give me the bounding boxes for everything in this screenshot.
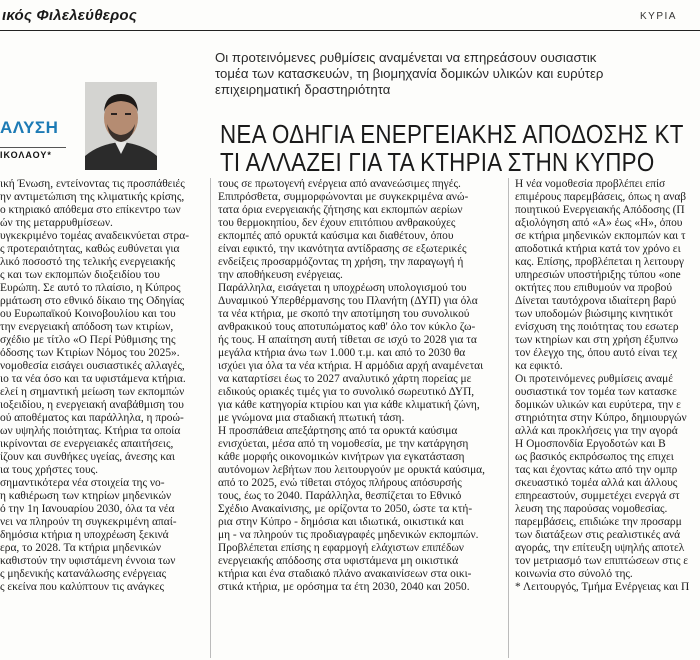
article-text-line: ικρίνονται σε ενεργειακές απαιτήσεις, <box>0 438 174 450</box>
article-text-line: επηρεαστούν, συμμετέχει ενεργά στ <box>515 490 680 502</box>
article-text-line: ουσιαστικά τον τομέα των κατασκε <box>515 386 677 398</box>
article-text-line: ς προτεραιότητας, καθώς ευθύνεται για <box>0 243 180 255</box>
article-text-line: ανθρακικού τους αποτυπώματος καθ' όλο τον κύκλο ζω- <box>218 321 476 333</box>
article-text-line: δομικών υλικών και ευρύτερα, την ε <box>515 399 681 411</box>
article-text-line: υπηρεσιών υποστήριξης τύπου «one <box>515 269 681 281</box>
article-text-line: ενεργειακής απόδοσης στα υφιστάμενα μη οικιστικά <box>218 555 459 567</box>
article-text-line: κα εφικτό. <box>515 360 563 372</box>
article-headline <box>220 119 684 177</box>
article-text-line: Οι προτεινόμενες ρυθμίσεις αναμέ <box>515 373 673 385</box>
article-text-line: νει να πληρούν τη συγκεκριμένη απαί- <box>0 516 177 528</box>
article-text-line: την αποθήκευση ενέργειας. <box>218 269 343 281</box>
masthead <box>0 0 700 31</box>
article-text-line: ιοξειδίου, η ενεργειακή αναβάθμιση του <box>0 399 184 411</box>
article-text-line: ισχύει για όλα τα νέα κτήρια. Η αρμόδια αρχή αναμένεται <box>218 360 484 372</box>
article-text-line: νομοθεσία εισάγει ουσιαστικές αλλαγές, <box>0 360 185 372</box>
masthead-date: ΚΥΡΙΑ <box>640 11 677 22</box>
article-text-line: Ευρώπη. Σε αυτό το πλαίσιο, η Κύπρος <box>0 282 181 294</box>
article-text-line: ων υψηλής ποιότητας. Κτήρια τα οποία <box>0 425 181 437</box>
article-text-line: ως βασικός εκπρόσωπος της επιχει <box>515 451 674 463</box>
article-text-line: να καταρτίσει έως το 2027 αναλυτικό χάρτη πορείας με <box>218 373 472 385</box>
column-divider <box>210 178 211 658</box>
article-column-3 <box>515 178 700 660</box>
article-text-line: σκευαστικό τομέα αλλά και άλλους <box>515 477 678 489</box>
article-text-line: κτήρια και ένα σταδιακό πλάνο ανακαινίσεων στα οικι- <box>218 568 472 580</box>
article-text-line: Επιπρόσθετα, συμμορφώνονται με συγκεκριμένα ανώ- <box>218 191 469 203</box>
article-text-line: την ενεργειακή απόδοση των κτιρίων, <box>0 321 174 333</box>
article-text-line: αποδοτικά κτήρια κατά τον χρόνο ει <box>515 243 681 255</box>
article-text-line: οκτήτες που επιθυμούν να προβού <box>515 282 672 294</box>
article-column-1 <box>0 178 205 660</box>
article-text-line: των διατάξεων στις ρεαλιστικές ανά <box>515 529 681 541</box>
article-text-line: εκπομπές από ορυκτά καύσιμα και διαθέτουν, όπου <box>218 230 454 242</box>
article-text-line: παρεμβάσεις, επιδιώκε την προσαρμ <box>515 516 682 528</box>
article-text-line: λικό ποσοστό της τελικής ενεργειακής <box>0 256 176 268</box>
subhead-line: Οι προτεινόμενες ρυθμίσεις αναμένεται να επηρεάσουν ουσιαστικ <box>215 50 597 65</box>
article-text-line: είναι εφικτό, την ικανότητα αντίδρασης σε εξωτερικές <box>218 243 467 255</box>
article-text-line: ειδικούς οριακές τιμές για το συνολικό σωρευτικό ΔΥΠ, <box>218 386 475 398</box>
headline-line: ΝΕΑ ΟΔΗΓΙΑ ΕΝΕΡΓΕΙΑΚΗΣ ΑΠΟΔΟΣΗΣ ΚΤ <box>220 119 684 149</box>
article-text-line: επιμέρους παρεμβάσεις, όπως η αναβ <box>515 191 687 203</box>
article-text-line: ερα, το 2028. Τα κτήρια μηδενικών <box>0 542 162 554</box>
article-text-line: σε κτήρια μηδενικών εκπομπών και τ <box>515 230 686 242</box>
article-text-line: του θερμοκηπίου, δεν έχουν επιτόπιου ανθρακούχες <box>218 217 456 229</box>
article-text-line: κας. Επίσης, προβλέπεται η λειτουργ <box>515 256 684 268</box>
article-text-line: ού αποθέματος και παράλληλα, η προώ- <box>0 412 184 424</box>
article-text-line: τους σε πρωτογενή ενέργεια από ανανεώσιμες πηγές. <box>218 178 461 190</box>
article-text-line: αγοράς, την επίτευξη υψηλής αποτελ <box>515 542 685 554</box>
newspaper-name: ικός Φιλελεύθερος <box>2 7 137 24</box>
article-text-line: μη - να πληρούν τις προδιαγραφές μηδενικών εκπομπών. <box>218 529 479 541</box>
article-text-line: ρμάτωση στο εθνικό δίκαιο της Οδηγίας <box>0 295 185 307</box>
article-text-line: λευση της παρούσας νομοθεσίας. <box>515 503 668 515</box>
article-text-line: η καθιέρωση των κτηρίων μηδενικών <box>0 490 172 502</box>
article-text-line: αυτόνομων λεβήτων που λειτουργούν με ορυκτά καύσιμα, <box>218 464 485 476</box>
article-subheadline <box>215 50 700 98</box>
article-text-line: σημαντικότερα νέα στοιχεία της νο- <box>0 477 165 489</box>
byline-surname: ΙΚΟΛΑΟΥ* <box>0 150 52 160</box>
article-text-line: Η προσπάθεια απεξάρτησης από τα ορυκτά καύσιμα <box>218 425 458 437</box>
byline-divider <box>0 147 66 148</box>
article-text-line: ρια στην Κύπρο - δημόσια και ιδιωτικά, οικιστικά και <box>218 516 464 528</box>
article-text-line: Σχέδιο Ανακαίνισης, με ορίζοντα το 2050, ώστε τα κτή- <box>218 503 473 515</box>
article-text-line: αξιολόγηση από «Α» έως «Η», όπου <box>515 217 683 229</box>
article-text-line: ελεί η σημαντική μείωση των εκπομπών <box>0 386 185 398</box>
column-divider <box>508 178 509 658</box>
article-text-line: Προβλέπεται επίσης η εφαρμογή ελάχιστων επιπέδων <box>218 542 464 554</box>
article-text-line: ική Ένωση, εντείνοντας τις προσπάθειές <box>0 178 185 190</box>
article-text-line: όδοσης των Κτιρίων Νόμος του 2025». <box>0 347 180 359</box>
article-text-line: Η νέα νομοθεσία προβλέπει επίσ <box>515 178 666 190</box>
article-text-line: τας και έχοντας κάτω από την ομπρ <box>515 464 678 476</box>
article-text-line: Δίνεται ταυτόχρονα ιδιαίτερη βαρύ <box>515 295 677 307</box>
article-text-line: στηριότητα στην Κύπρο, δημιουργών <box>515 412 687 424</box>
subhead-line: τομέα των κατασκευών, τη βιομηχανία δομικών υλικών και ευρύτερ <box>215 66 604 81</box>
author-portrait-icon <box>85 82 157 170</box>
article-text-line: στικά κτήρια, με ορόσημα τα έτη 2030, 2040 και 2050. <box>218 581 470 593</box>
article-text-line: * Λειτουργός, Τμήμα Ενέργειας και Π <box>515 581 690 593</box>
article-text-line: ην αντιμετώπιση της κλιματικής κρίσης, <box>0 191 185 203</box>
article-text-line: καθιστούν την υφιστάμενη έννοια των <box>0 555 176 567</box>
article-text-line: ιο τα νέα όσο και τα υφιστάμενα κτήρια. <box>0 373 186 385</box>
byline-name: ΑΛΥΣΗ <box>0 118 59 137</box>
article-text-line: κοινωνία στο σύνολό της. <box>515 568 633 580</box>
article-text-line: τα νέα κτήρια, με σκοπό την αποτίμηση του συνολικού <box>218 308 470 320</box>
article-text-line: ου Ευρωπαϊκού Κοινοβουλίου και του <box>0 308 176 320</box>
article-text-line: των κτηρίων και στη χρήση έξυπνω <box>515 334 679 346</box>
article-text-line: ποιητικού Ενεργειακής Απόδοσης (Π <box>515 204 685 216</box>
article-text-line: ενδείξεις προσαρμόζοντας τη χρήση, την παραγωγή ή <box>218 256 464 268</box>
article-text-line: υγκεκριμένο τομέας αναδεικνύεται στρα- <box>0 230 189 242</box>
article-text-line: κάθε μορφής οικονομικών κινήτρων για εγκατάσταση <box>218 451 465 463</box>
article-text-line: τον μετριασμό των επιπτώσεων στις ε <box>515 555 689 567</box>
article-text-line: σχέδιο με τίτλο «Ο Περί Ρύθμισης της <box>0 334 176 346</box>
article-text-line: από το 2025, ενώ τίθεται στόχος πλήρους απόσυρσής <box>218 477 462 489</box>
article-text-line: μεγάλα κτήρια άνω των 1.000 τ.μ. και από το 2030 θα <box>218 347 466 359</box>
article-text-line: τους, έως το 2040. Παράλληλα, θεσπίζεται το Εθνικό <box>218 490 462 502</box>
article-text-line: τατα όρια ενεργειακής ζήτησης και εκπομπών αερίων <box>218 204 463 216</box>
article-text-line: Παράλληλα, εισάγεται η υποχρέωση υπολογισμού του <box>218 282 467 294</box>
article-text-line: τον έλεγχο της, όπου αυτό είναι τεχ <box>515 347 678 359</box>
article-text-line: αλλά και προκλήσεις για την αγορά <box>515 425 678 437</box>
subhead-line: επιχειρηματική δραστηριότητα <box>215 82 391 97</box>
article-text-line: των υποδομών βιώσιμης κινητικότ <box>515 308 674 320</box>
author-photo <box>85 82 157 170</box>
article-text-line: ς και των εκπομπών διοξειδίου του <box>0 269 160 281</box>
headline-line: ΤΙ ΑΛΛΑΖΕΙ ΓΙΑ ΤΑ ΚΤΗΡΙΑ ΣΤΗΝ ΚΥΠΡΟ <box>220 147 655 177</box>
article-text-line: ενίσχυση της ποιότητας του εσωτερ <box>515 321 679 333</box>
article-text-line: ής τους. Η απαίτηση αυτή τίθεται σε ισχύ το 2028 για τα <box>218 334 477 346</box>
article-text-line: ενισχύεται, μέσα από τη νομοθεσία, με την κατάργηση <box>218 438 469 450</box>
article-text-line: για κάθε κατηγορία κτιρίου και για κάθε κλιματική ζώνη, <box>218 399 480 411</box>
article-column-2 <box>218 178 501 660</box>
article-text-line: ς μηδενικής κατανάλωσης ενέργειας <box>0 568 167 580</box>
article-text-line: ίζουν και συνθήκες υγείας, άνεσης και <box>0 451 175 463</box>
article-text-line: ό την 1η Ιανουαρίου 2030, όλα τα νέα <box>0 503 175 515</box>
article-text-line: Η Ομοσπονδία Εργοδοτών και Β <box>515 438 666 450</box>
article-text-line: ο κτηριακό απόθεμα στο επίκεντρο των <box>0 204 181 216</box>
article-text-line: ών της μεταρρυθμίσεων. <box>0 217 113 229</box>
article-text-line: δημόσια κτήρια η υποχρέωση ξεκινά <box>0 529 169 541</box>
article-text-line: με γνώμονα μια σταδιακή πτωτική τάση. <box>218 412 405 424</box>
article-text-line: ια τους χρήστες τους. <box>0 464 98 476</box>
article-text-line: Δυναμικού Υπερθέρμανσης του Πλανήτη (ΔΥΠ) για όλα <box>218 295 478 307</box>
article-text-line: ς εκείνα που καλύπτουν τις ανάγκες <box>0 581 165 593</box>
